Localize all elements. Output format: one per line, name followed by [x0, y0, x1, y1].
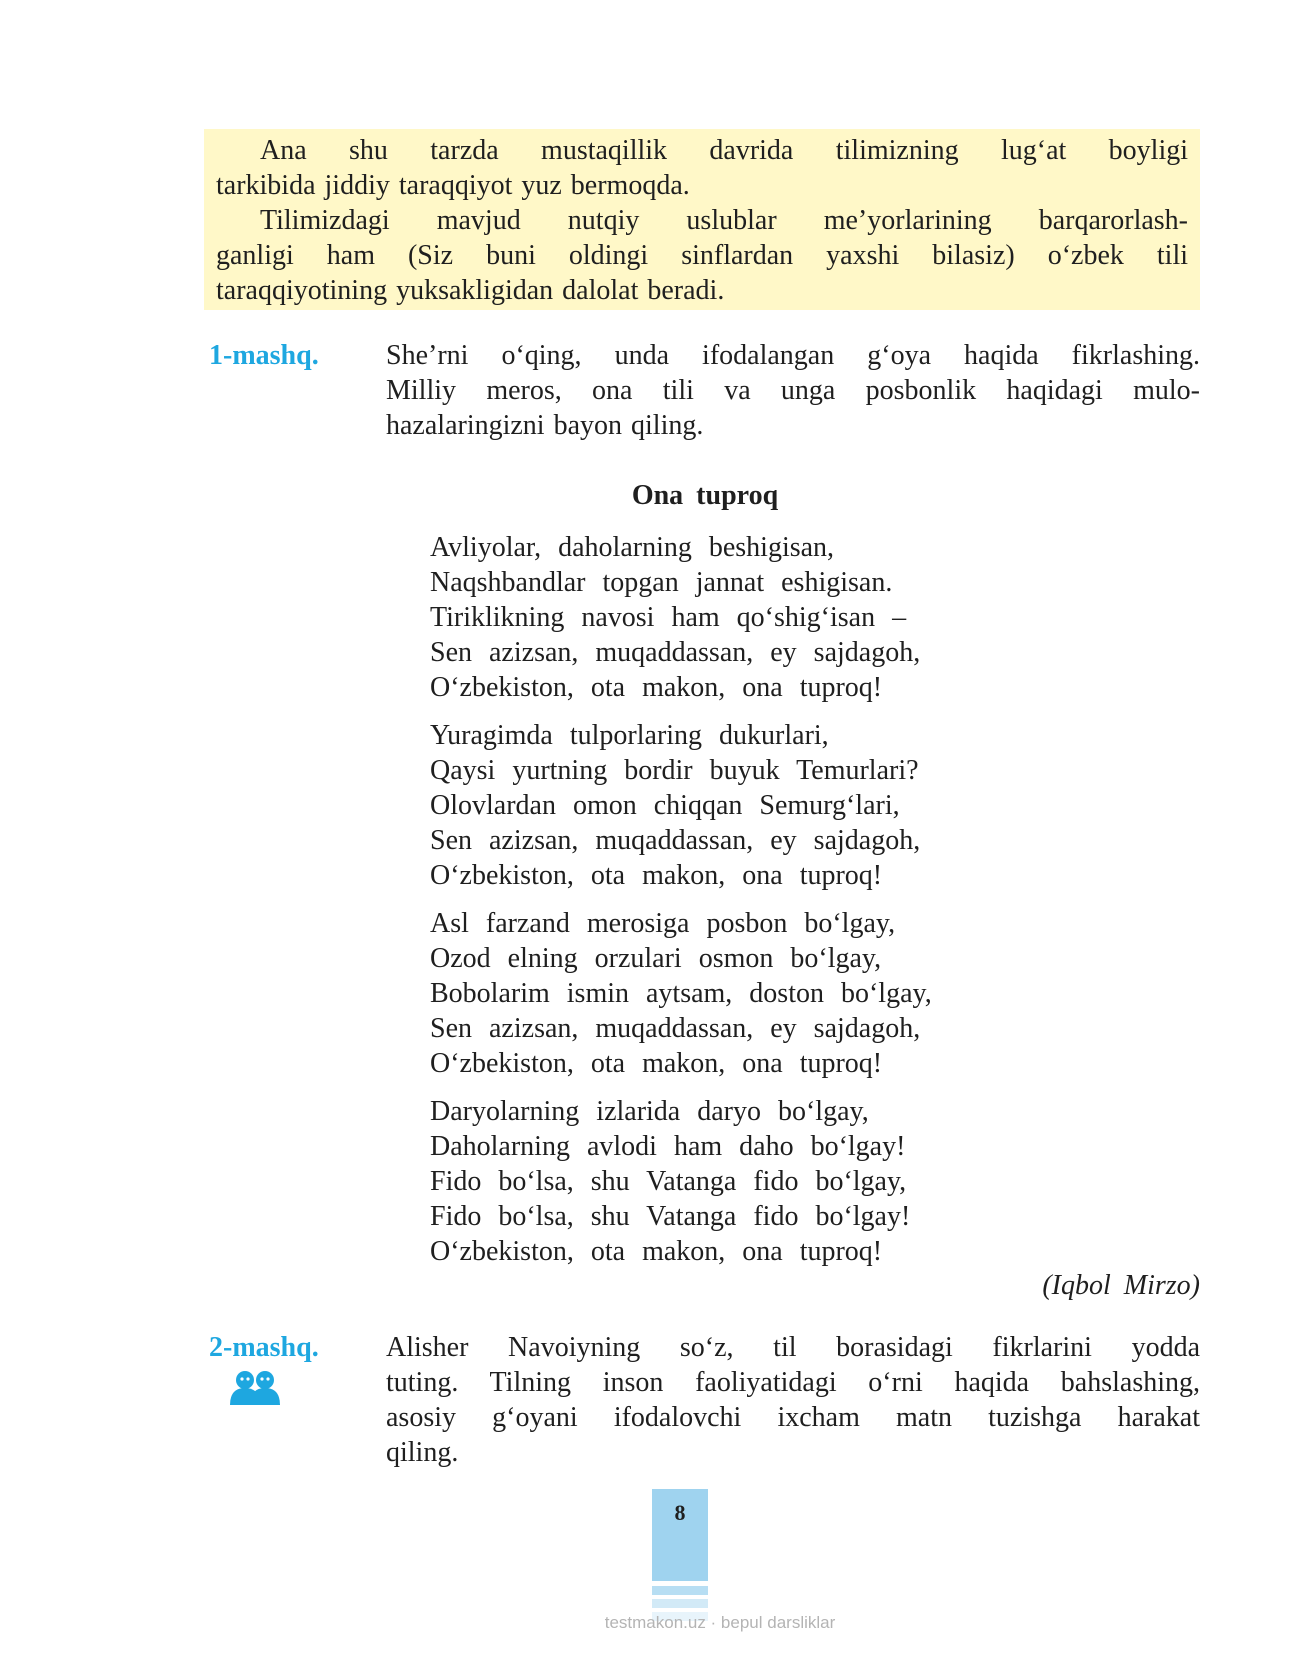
poem-line: Qaysi yurtning bordir buyuk Temurlari?	[430, 755, 919, 786]
exercise-1-line: Milliy meros, ona tili va unga posbonlik haqidagi mulo-	[386, 375, 1200, 406]
poem-line: O‘zbekiston, ota makon, ona tuproq!	[430, 860, 883, 891]
poem-line: Ozod elning orzulari osmon bo‘lgay,	[430, 943, 882, 974]
poem-line: Fido bo‘lsa, shu Vatanga fido bo‘lgay,	[430, 1166, 907, 1197]
poem-title: Ona tuproq	[631, 480, 779, 511]
poem-line: O‘zbekiston, ota makon, ona tuproq!	[430, 1048, 883, 1079]
intro-line: Ana shu tarzda mustaqillik davrida tilimizning lug‘at boyligi	[260, 135, 1188, 166]
poem-line: O‘zbekiston, ota makon, ona tuproq!	[430, 1236, 883, 1267]
poem-line: Fido bo‘lsa, shu Vatanga fido bo‘lgay!	[430, 1201, 911, 1232]
exercise-1-line: hazalaringizni bayon qiling.	[386, 410, 704, 441]
poem-line: Asl farzand merosiga posbon bo‘lgay,	[430, 908, 896, 939]
poem-line: Sen azizsan, muqaddassan, ey sajdagoh,	[430, 1013, 921, 1044]
poem-author: (Iqbol Mirzo)	[1042, 1270, 1200, 1301]
intro-line: ganligi ham (Siz buni oldingi sinflardan yaxshi bilasiz) o‘zbek tili	[216, 240, 1188, 271]
poem-line: Sen azizsan, muqaddassan, ey sajdagoh,	[430, 825, 921, 856]
exercise-2-line: qiling.	[386, 1437, 459, 1468]
page-number: 8	[674, 1500, 686, 1525]
exercise-2-line: tuting. Tilning inson faoliyatidagi o‘rni haqida bahslashing,	[386, 1367, 1200, 1398]
poem-line: Naqshbandlar topgan jannat eshigisan.	[430, 567, 893, 598]
poem-line: Yuragimda tulporlaring dukurlari,	[430, 720, 829, 751]
exercise-1-label: 1-mashq.	[209, 340, 319, 371]
watermark: testmakon.uz · bepul darsliklar	[604, 1613, 836, 1632]
intro-line: Tilimizdagi mavjud nutqiy uslublar me’yorlarining barqarorlash-	[260, 205, 1188, 236]
exercise-2-label: 2-mashq.	[209, 1332, 319, 1363]
pair-work-icon	[226, 1368, 284, 1406]
poem-line: Sen azizsan, muqaddassan, ey sajdagoh,	[430, 637, 921, 668]
intro-line: taraqqiyotining yuksakligidan dalolat beradi.	[216, 275, 725, 306]
exercise-2-line: asosiy g‘oyani ifodalovchi ixcham matn tuzishga harakat	[386, 1402, 1200, 1433]
poem-line: O‘zbekiston, ota makon, ona tuproq!	[430, 672, 883, 703]
exercise-1-line: She’rni o‘qing, unda ifodalangan g‘oya haqida fikrlashing.	[386, 340, 1200, 371]
exercise-2-line: Alisher Navoiyning so‘z, til borasidagi fikrlarini yodda	[386, 1332, 1200, 1363]
poem-line: Avliyolar, daholarning beshigisan,	[430, 532, 835, 563]
intro-line: tarkibida jiddiy taraqqiyot yuz bermoqda.	[216, 170, 690, 201]
poem-line: Daholarning avlodi ham daho bo‘lgay!	[430, 1131, 906, 1162]
poem-line: Daryolarning izlarida daryo bo‘lgay,	[430, 1096, 869, 1127]
poem-line: Bobolarim ismin aytsam, doston bo‘lgay,	[430, 978, 932, 1009]
page-tab-stripe	[652, 1586, 708, 1595]
page-tab-stripe	[652, 1599, 708, 1608]
poem-line: Tiriklikning navosi ham qo‘shig‘isan –	[430, 602, 907, 633]
poem-line: Olovlardan omon chiqqan Semurg‘lari,	[430, 790, 900, 821]
